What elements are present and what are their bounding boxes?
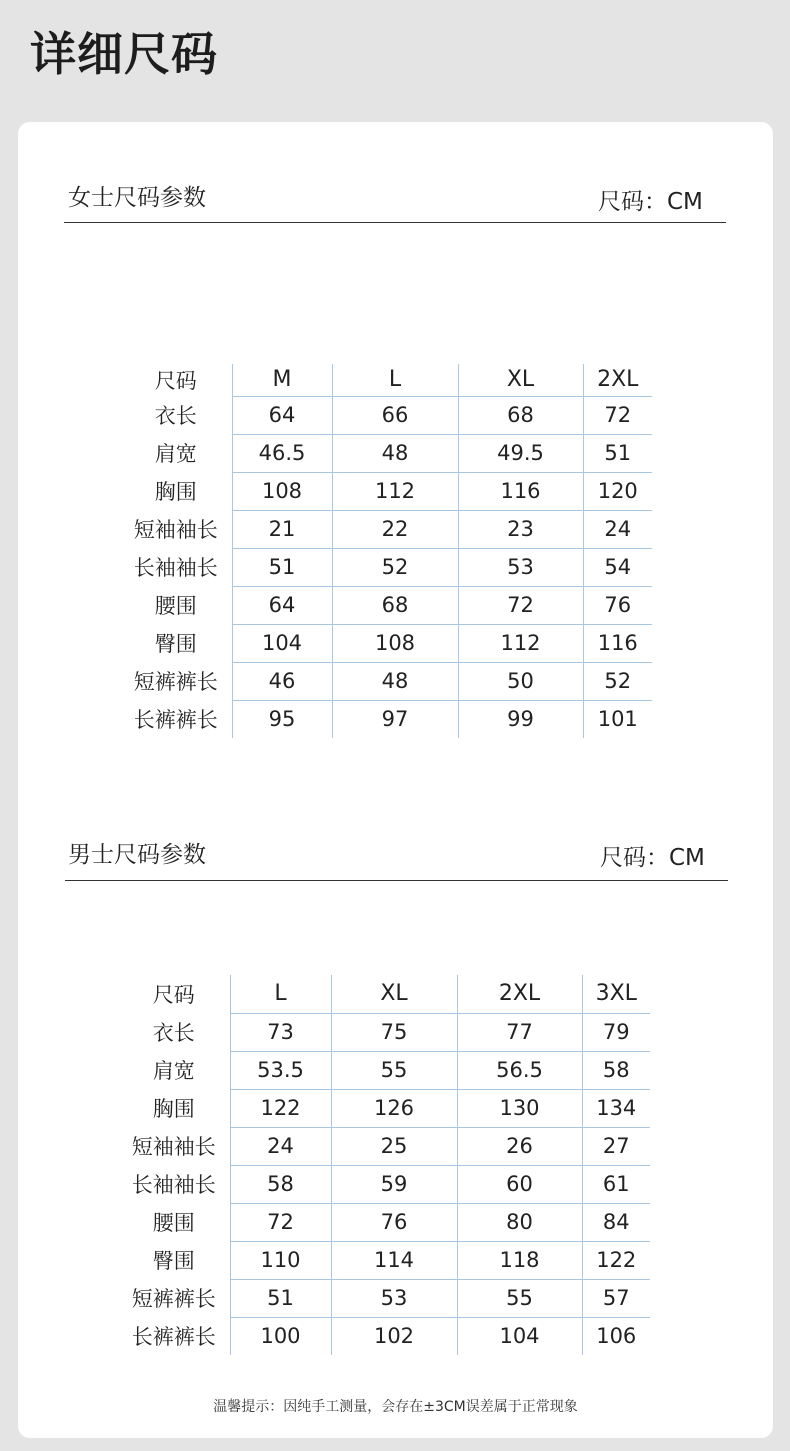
row-label-cell: 长裤裤长 [131,1325,216,1349]
header-size-cell: L [332,364,458,396]
row-label-cell: 臀围 [154,632,197,656]
table-row [120,700,652,738]
value-cell: 52 [332,548,458,586]
value-cell: 108 [232,472,332,510]
value-cell: 79 [582,1013,650,1051]
value-cell: 72 [230,1203,331,1241]
header-size-cell: 3XL [582,975,650,1013]
value-cell: 53 [331,1279,457,1317]
value-cell: 68 [332,586,458,624]
table-row [120,510,652,548]
value-cell: 58 [582,1051,650,1089]
value-cell: 54 [583,548,652,586]
value-cell: 114 [331,1241,457,1279]
page-title: 详细尺码 [30,27,218,81]
row-label-cell: 衣长 [154,404,197,428]
header-label-cell: 尺码 [152,983,195,1007]
value-cell: 55 [331,1051,457,1089]
men-unit-label: 尺码：CM [600,845,705,871]
women-section-title: 女士尺码参数 [68,185,206,211]
value-cell: 52 [583,662,652,700]
value-cell: 106 [582,1317,650,1355]
size-chart-card [18,122,773,1438]
table-row [120,434,652,472]
value-cell: 25 [331,1127,457,1165]
header-size-cell: XL [458,364,583,396]
value-cell: 101 [583,700,652,738]
value-cell: 116 [458,472,583,510]
value-cell: 134 [582,1089,650,1127]
value-cell: 51 [230,1279,331,1317]
table-row [118,1203,650,1241]
row-label-cell: 短袖袖长 [133,518,218,542]
row-label-cell: 长袖袖长 [131,1173,216,1197]
row-label-cell: 臀围 [152,1249,195,1273]
value-cell: 59 [331,1165,457,1203]
value-cell: 108 [332,624,458,662]
table-row [120,548,652,586]
value-cell: 51 [583,434,652,472]
value-cell: 51 [232,548,332,586]
value-cell: 130 [457,1089,582,1127]
table-row [120,396,652,434]
value-cell: 48 [332,662,458,700]
table-row [120,662,652,700]
value-cell: 76 [331,1203,457,1241]
table-row [118,1013,650,1051]
row-label-cell: 胸围 [152,1097,195,1121]
value-cell: 120 [583,472,652,510]
value-cell: 21 [232,510,332,548]
value-cell: 64 [232,586,332,624]
value-cell: 126 [331,1089,457,1127]
value-cell: 72 [458,586,583,624]
value-cell: 112 [458,624,583,662]
table-row [118,1241,650,1279]
value-cell: 122 [230,1089,331,1127]
value-cell: 60 [457,1165,582,1203]
value-cell: 46 [232,662,332,700]
row-label-cell: 腰围 [152,1211,195,1235]
row-label-cell: 长袖袖长 [133,556,218,580]
value-cell: 104 [232,624,332,662]
table-row [118,1051,650,1089]
table-row [118,1279,650,1317]
value-cell: 58 [230,1165,331,1203]
value-cell: 61 [582,1165,650,1203]
header-label-cell: 尺码 [154,369,197,393]
value-cell: 56.5 [457,1051,582,1089]
header-size-cell: 2XL [457,975,582,1013]
value-cell: 76 [583,586,652,624]
table-row [118,1089,650,1127]
value-cell: 75 [331,1013,457,1051]
women-header-row [120,364,652,396]
value-cell: 72 [583,396,652,434]
row-label-cell: 肩宽 [154,442,197,466]
value-cell: 68 [458,396,583,434]
row-label-cell: 短袖袖长 [131,1135,216,1159]
row-label-cell: 腰围 [154,594,197,618]
value-cell: 26 [457,1127,582,1165]
value-cell: 49.5 [458,434,583,472]
value-cell: 64 [232,396,332,434]
value-cell: 27 [582,1127,650,1165]
value-cell: 55 [457,1279,582,1317]
table-row [118,1165,650,1203]
table-row [118,1317,650,1355]
header-size-cell: 2XL [583,364,652,396]
footer-note: 温馨提示：因纯手工测量，会存在±3CM误差属于正常现象 [213,1399,578,1415]
value-cell: 53 [458,548,583,586]
value-cell: 24 [583,510,652,548]
row-label-cell: 长裤裤长 [133,708,218,732]
row-label-cell: 肩宽 [152,1059,195,1083]
women-divider [64,222,726,223]
value-cell: 100 [230,1317,331,1355]
row-label-cell: 胸围 [154,480,197,504]
men-size-table [118,975,650,1355]
value-cell: 118 [457,1241,582,1279]
value-cell: 116 [583,624,652,662]
value-cell: 112 [332,472,458,510]
value-cell: 53.5 [230,1051,331,1089]
value-cell: 46.5 [232,434,332,472]
row-label-cell: 短裤裤长 [131,1287,216,1311]
value-cell: 99 [458,700,583,738]
women-size-table [120,364,652,738]
value-cell: 95 [232,700,332,738]
value-cell: 66 [332,396,458,434]
value-cell: 122 [582,1241,650,1279]
value-cell: 104 [457,1317,582,1355]
value-cell: 23 [458,510,583,548]
value-cell: 24 [230,1127,331,1165]
row-label-cell: 衣长 [152,1021,195,1045]
value-cell: 48 [332,434,458,472]
value-cell: 50 [458,662,583,700]
value-cell: 77 [457,1013,582,1051]
header-size-cell: M [232,364,332,396]
value-cell: 22 [332,510,458,548]
header-size-cell: XL [331,975,457,1013]
men-header-row [118,975,650,1013]
value-cell: 97 [332,700,458,738]
table-row [118,1127,650,1165]
table-row [120,586,652,624]
women-unit-label: 尺码：CM [598,189,703,215]
table-row [120,624,652,662]
value-cell: 57 [582,1279,650,1317]
value-cell: 73 [230,1013,331,1051]
men-section-title: 男士尺码参数 [68,842,206,868]
value-cell: 80 [457,1203,582,1241]
header-size-cell: L [230,975,331,1013]
value-cell: 84 [582,1203,650,1241]
value-cell: 110 [230,1241,331,1279]
men-divider [65,880,728,881]
table-row [120,472,652,510]
value-cell: 102 [331,1317,457,1355]
row-label-cell: 短裤裤长 [133,670,218,694]
